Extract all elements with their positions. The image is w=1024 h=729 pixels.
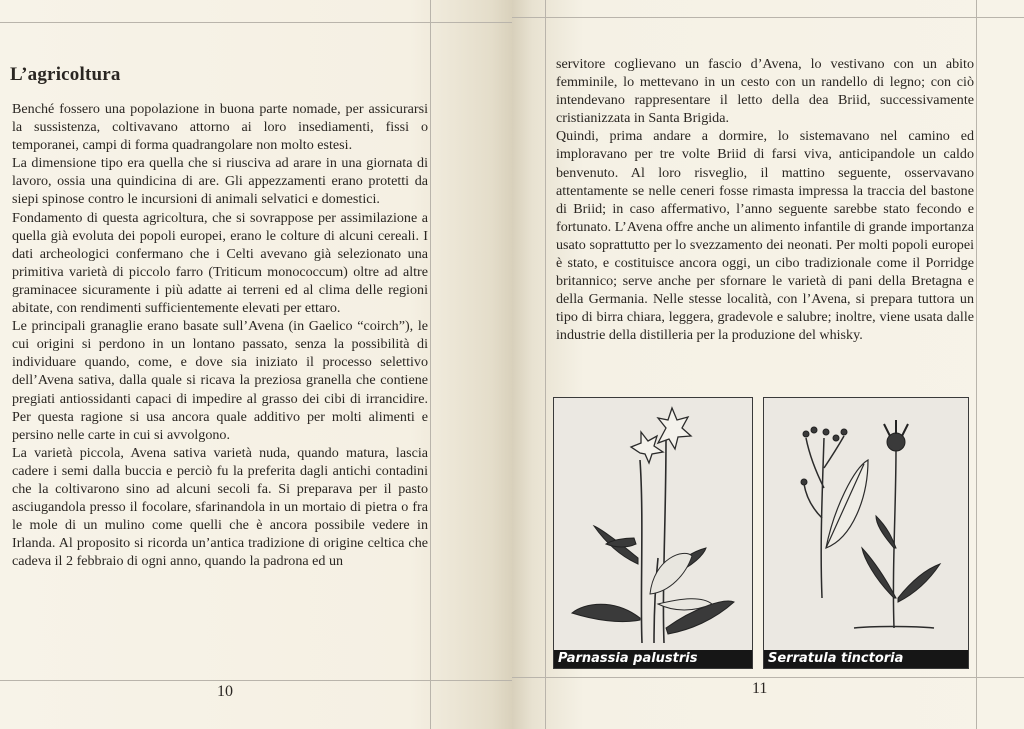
illustration-caption: Parnassia palustris [554, 650, 752, 668]
right-page [512, 0, 1024, 729]
paragraph: Le principali granaglie erano basate sull’Avena (in Gaelico “coirch”), le cui origini si perdono in un lontano passato, senza la possibilità di individuare quando, come, e dove sia iniziato il processo selettivo dell’Avena sativa, dalla quale si ricava la preziosa granella che contiene pregiati antiossidanti capaci di impedire al grasso dei cibi di irrancidire. Per questa ragione si usa ancora quale additivo per molti alimenti e persino nelle carte in cui si avvolgono. [12, 318, 428, 443]
grid-line [512, 17, 1024, 18]
paragraph: servitore coglievano un fascio d’Avena, lo vestivano con un abito femminile, lo mettevano in un cesto con un randello di legno; con ciò intendevano rappresentare il letto della dea Briid, successivamente cristianizzata in Santa Brigida. [556, 56, 974, 127]
serratula-plant-icon [764, 398, 968, 650]
paragraph: La dimensione tipo era quella che si riusciva ad arare in una giornata di lavoro, ossia una quindicina di are. Gli appezzamenti erano protetti da siepi spinose contro le incursioni di animali selvatici e domestici. [12, 155, 428, 208]
grid-line [430, 0, 431, 729]
illustration-serratula [763, 397, 969, 669]
grid-line [976, 0, 977, 729]
paragraph: Quindi, prima andare a dormire, lo sistemavano nel camino ed imploravano per tre volte Briid di farsi viva, anticipandole un caldo benvenuto. Al loro risveglio, il mattino seguente, osservavano attentamente se nelle ceneri fosse rimasta impressa la traccia del bastone di Briid; in caso affermativo, l’anno seguente sarebbe stato fecondo e fortunato. L’Avena offre anche un alimento infantile di grande importanza usato soprattutto per lo svezzamento dei neonati. Per molti popoli europei è stato, e costituisce ancora oggi, un cibo tradizionale come il Porridge britannico; serve anche per sfornare le varietà di pani della Bretagna e della Germania. Nelle stesse località, con l’Avena, si prepara tuttora un tipo di birra chiara, leggera, gradevole e salubre; inoltre, viene usata dalle industrie della distilleria per la produzione del whisky. [556, 128, 974, 344]
grid-line [545, 0, 546, 729]
page-number: 11 [752, 680, 768, 697]
paragraph: Benché fossero una popolazione in buona parte nomade, per assicurarsi la sussistenza, coltivavano attorno ai loro insediamenti, fissi o temporanei, campi di forma quadrangolare non molto estesi. [12, 101, 428, 154]
left-text-column [12, 100, 428, 570]
grid-line [0, 680, 512, 681]
illustration-parnassia [553, 397, 753, 669]
page-number: 10 [217, 683, 233, 700]
grid-line [512, 677, 1024, 678]
right-text-column [556, 55, 974, 345]
paragraph: La varietà piccola, Avena sativa varietà nuda, quando matura, lascia cadere i semi dalla buccia e perciò fu la preferita dagli antichi contadini che la coltivarono sino ad alcuni secoli fa. Si preparava per il pasto asciugandola presso il focolare, sfarinandola in un mortaio di pietra o fra le mole di un mulino come quelli che è ancora possibile vedere in Irlanda. Al proposito si ricorda un’antica tradizione di origine celtica che cadeva il 2 febbraio di ogni anno, quando la padrona ed un [12, 444, 428, 570]
illustration-caption: Serratula tinctoria [764, 650, 968, 668]
chapter-title: L’agricoltura [10, 64, 121, 85]
grid-line [0, 22, 512, 23]
paragraph: Fondamento di questa agricoltura, che si sovrappose per assimilazione a quella già evoluta dei popoli europei, erano le colture di alcuni cereali. I dati archeologici confermano che i Celti avevano già selezionato una primitiva varietà di piccolo farro (Triticum monococcum) oltre ad altre graminacee sicuramente i più adatte ai terreni ed al clima delle regioni abitate, con rendimenti sufficientemente elevati per ettaro. [12, 209, 428, 317]
parnassia-plant-icon [554, 398, 752, 650]
